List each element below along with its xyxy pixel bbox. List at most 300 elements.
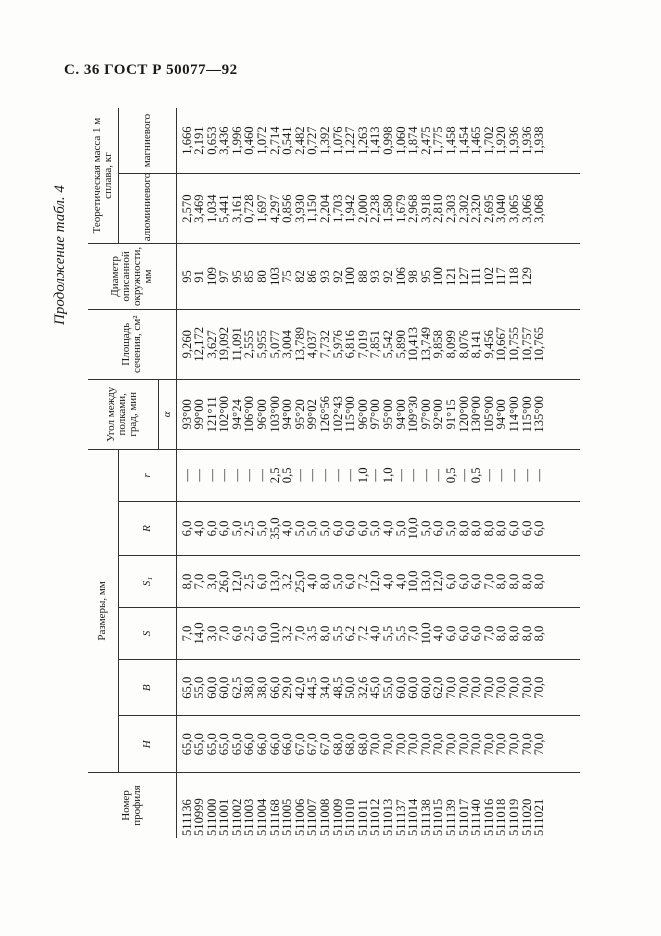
- cell-S: 3,2: [280, 625, 295, 642]
- cell-angle: 135°00: [532, 396, 547, 433]
- cell-S1: 10,0: [406, 570, 421, 593]
- cell-H: 66,0: [267, 733, 282, 756]
- cell-angle: 94°00: [393, 399, 408, 430]
- cell-S1: 4,0: [393, 573, 408, 590]
- cell-r: —: [431, 469, 446, 482]
- cell-mass_mg: 0,460: [242, 126, 257, 155]
- cell-mass_al: 2,320: [469, 194, 484, 223]
- cell-mass_al: 4,297: [267, 194, 282, 223]
- cell-B: 42,0: [292, 676, 307, 699]
- header-B: B: [118, 660, 176, 716]
- cell-area: 10,765: [532, 326, 547, 362]
- cell-diameter: 98: [406, 270, 421, 283]
- header-R: R: [118, 501, 176, 555]
- cell-S: 14,0: [192, 622, 207, 645]
- cell-r: 1,0: [355, 467, 370, 484]
- cell-area: 19,092: [217, 326, 232, 362]
- cell-diameter: [533, 246, 546, 307]
- header-S: S: [118, 608, 176, 660]
- header-mass: Теоретическая масса 1 м сплава, кг: [88, 108, 118, 244]
- cell-B: 70,0: [532, 676, 547, 699]
- cell-diameter: 92: [330, 270, 345, 283]
- rotated-table-container: [88, 108, 661, 836]
- cell-area: 9,858: [431, 330, 446, 359]
- cell-R: 6,0: [506, 520, 521, 537]
- header-r: r: [118, 449, 176, 501]
- cell-S: 7,0: [292, 625, 307, 642]
- cell-mass_al: 1,703: [330, 194, 345, 223]
- cell-H: 70,0: [532, 733, 547, 756]
- col-B: [176, 660, 580, 716]
- cell-profile: 511016: [481, 798, 496, 836]
- cell-S1: 6,0: [343, 573, 358, 590]
- cell-B: 50,0: [343, 676, 358, 699]
- cell-profile: 511018: [494, 798, 509, 836]
- cell-angle: 96°00: [355, 399, 370, 430]
- col-diameter: [176, 244, 580, 310]
- header-alpha: α: [158, 379, 176, 449]
- cell-angle: 115°00: [519, 396, 534, 433]
- table-body-row: [176, 108, 580, 838]
- cell-area: 6,816: [343, 330, 358, 359]
- cell-profile: 511000: [204, 798, 219, 836]
- cell-H: 68,0: [355, 733, 370, 756]
- cell-r: —: [305, 469, 320, 482]
- cell-S1: 8,0: [318, 573, 333, 590]
- header-diameter: Диаметр описанной окружности, мм: [88, 244, 176, 310]
- header-area: Площадь сечения, см²: [88, 309, 176, 379]
- cell-angle: 93°00: [179, 399, 194, 430]
- cell-H: 70,0: [506, 733, 521, 756]
- cell-S1: 25,0: [292, 570, 307, 593]
- cell-mass_al: 2,695: [481, 194, 496, 223]
- page-header: С. 36 ГОСТ Р 50077—92: [64, 62, 238, 78]
- cell-mass_mg: 0,541: [280, 126, 295, 155]
- cell-B: 60,0: [204, 676, 219, 699]
- cell-area: 5,890: [393, 330, 408, 359]
- cell-r: —: [318, 469, 333, 482]
- cell-r: —: [242, 469, 257, 482]
- cell-angle: 94°24: [229, 399, 244, 430]
- col-H: [176, 716, 580, 772]
- cell-diameter: 93: [318, 270, 333, 283]
- rotated-table: [88, 108, 580, 838]
- cell-S: 8,0: [519, 625, 534, 642]
- cell-area: 8,141: [469, 330, 484, 359]
- cell-R: 2,5: [242, 520, 257, 537]
- cell-R: 5,0: [443, 520, 458, 537]
- cell-B: 60,0: [418, 676, 433, 699]
- cell-mass_al: 1,942: [343, 194, 358, 223]
- cell-S: 8,0: [532, 625, 547, 642]
- cell-mass_mg: 1,060: [393, 126, 408, 155]
- cell-S1: 8,0: [532, 573, 547, 590]
- cell-r: —: [292, 469, 307, 482]
- cell-S1: 7,0: [192, 573, 207, 590]
- cell-B: 32,6: [355, 676, 370, 699]
- col-angle: [176, 379, 580, 449]
- cell-B: 38,0: [255, 676, 270, 699]
- cell-profile: 511009: [330, 798, 345, 836]
- header-S1: S₁: [118, 556, 176, 608]
- col-mass-al: [176, 174, 580, 244]
- cell-mass_mg: 0,727: [305, 126, 320, 155]
- cell-mass_al: 1,150: [305, 194, 320, 223]
- cell-angle: 106°00: [242, 396, 257, 433]
- cell-S1: 8,0: [494, 573, 509, 590]
- cell-diameter: 97: [217, 270, 232, 283]
- cell-mass_mg: 1,227: [343, 126, 358, 155]
- cell-mass_mg: 0,998: [381, 126, 395, 155]
- cell-area: 3,627: [204, 330, 219, 359]
- cell-r: —: [393, 469, 408, 482]
- cell-B: 70,0: [494, 676, 509, 699]
- cell-profile: 511140: [469, 799, 484, 836]
- cell-mass_al: 3,065: [506, 194, 521, 223]
- cell-area: 8,099: [443, 330, 458, 359]
- cell-profile: 511139: [443, 799, 458, 836]
- cell-mass_mg: 0,653: [204, 126, 219, 155]
- cell-R: 4,0: [192, 520, 207, 537]
- cell-B: 65,0: [179, 676, 194, 699]
- cell-profile: 511017: [456, 798, 471, 836]
- cell-diameter: 95: [229, 270, 244, 283]
- cell-profile: 511003: [242, 798, 257, 836]
- cell-H: 65,0: [204, 733, 219, 756]
- cell-profile: 511014: [406, 798, 421, 836]
- cell-S1: 12,0: [368, 570, 383, 593]
- cell-B: 48,5: [330, 676, 345, 699]
- cell-R: 8,0: [494, 520, 509, 537]
- cell-S1: 3,0: [204, 573, 219, 590]
- cell-H: 67,0: [318, 733, 333, 756]
- cell-angle: 94°00: [280, 399, 295, 430]
- cell-angle: 95°00: [381, 399, 395, 430]
- cell-H: 70,0: [368, 733, 383, 756]
- cell-B: 70,0: [519, 676, 534, 699]
- cell-r: —: [456, 469, 471, 482]
- cell-angle: 99°02: [305, 399, 320, 430]
- cell-H: 67,0: [305, 733, 320, 756]
- cell-diameter: 80: [255, 270, 270, 283]
- cell-angle: 94°00: [494, 399, 509, 430]
- cell-mass_mg: 1,263: [355, 126, 370, 155]
- cell-S1: 6,0: [255, 573, 270, 590]
- col-r: [176, 449, 580, 501]
- cell-S: 6,0: [229, 625, 244, 642]
- cell-diameter: 118: [506, 267, 521, 286]
- cell-S: 4,0: [431, 625, 446, 642]
- cell-profile: 511168: [267, 799, 282, 836]
- cell-mass_al: 2,303: [443, 194, 458, 223]
- cell-r: —: [506, 469, 521, 482]
- cell-B: 45,0: [368, 676, 383, 699]
- cell-mass_al: 2,570: [179, 194, 194, 223]
- cell-profile: 511011: [355, 799, 370, 836]
- cell-R: 5,0: [255, 520, 270, 537]
- cell-R: 5,0: [368, 520, 383, 537]
- cell-profile: 511007: [305, 798, 320, 836]
- cell-area: 3,004: [280, 330, 295, 359]
- header-profile-number: Номер профиля: [88, 772, 176, 838]
- cell-mass_mg: 1,702: [481, 126, 496, 155]
- cell-diameter: 106: [393, 267, 408, 286]
- cell-mass_mg: 1,072: [255, 126, 270, 155]
- cell-mass_al: 3,161: [229, 194, 244, 223]
- cell-profile: 511010: [343, 798, 358, 836]
- cell-H: 70,0: [431, 733, 446, 756]
- cell-area: 5,077: [267, 330, 282, 359]
- cell-diameter: 95: [418, 270, 433, 283]
- cell-S: 6,0: [443, 625, 458, 642]
- cell-mass_al: 2,238: [368, 194, 383, 223]
- cell-mass_al: 2,204: [318, 194, 333, 223]
- cell-R: 6,0: [431, 520, 446, 537]
- header-H: H: [118, 716, 176, 772]
- cell-mass_al: 5,441: [217, 194, 232, 223]
- cell-H: 65,0: [179, 733, 194, 756]
- cell-S1: 12,0: [229, 570, 244, 593]
- cell-S1: 26,0: [217, 570, 232, 593]
- cell-diameter: 88: [355, 270, 370, 283]
- cell-B: 60,0: [393, 676, 408, 699]
- cell-mass_al: 2,968: [406, 194, 421, 223]
- cell-S1: 12,0: [431, 570, 446, 593]
- cell-B: 70,0: [456, 676, 471, 699]
- cell-S: 7,0: [217, 625, 232, 642]
- cell-H: 67,0: [292, 733, 307, 756]
- cell-H: 70,0: [443, 733, 458, 756]
- cell-mass_al: 3,066: [519, 194, 534, 223]
- cell-B: 55,0: [381, 676, 395, 699]
- cell-S1: 4,0: [305, 573, 320, 590]
- cell-H: 70,0: [494, 733, 509, 756]
- cell-angle: 114°00: [506, 396, 521, 433]
- cell-r: 0,5: [469, 467, 484, 484]
- cell-angle: 103°00: [267, 396, 282, 433]
- cell-profile: 511015: [431, 798, 446, 836]
- cell-S: 3,5: [305, 625, 320, 642]
- cell-r: —: [481, 469, 496, 482]
- cell-area: 5,955: [255, 330, 270, 359]
- cell-diameter: 91: [192, 270, 207, 283]
- cell-area: 13,789: [292, 326, 307, 362]
- cell-B: 60,0: [406, 676, 421, 699]
- cell-mass_al: 3,930: [292, 194, 307, 223]
- cell-R: 5,0: [305, 520, 320, 537]
- cell-r: —: [406, 469, 421, 482]
- cell-area: 10,667: [494, 326, 509, 362]
- cell-mass_mg: 1,392: [318, 126, 333, 155]
- cell-area: 5,542: [381, 330, 395, 359]
- cell-S: 7,0: [406, 625, 421, 642]
- cell-R: 6,0: [179, 520, 194, 537]
- cell-B: 66,0: [267, 676, 282, 699]
- cell-H: 70,0: [456, 733, 471, 756]
- cell-r: —: [519, 469, 534, 482]
- cell-S: 7,2: [355, 625, 370, 642]
- cell-mass_mg: 1,936: [506, 126, 521, 155]
- cell-profile: 511138: [418, 799, 433, 836]
- cell-angle: 97°00: [368, 399, 383, 430]
- cell-S: 8,0: [506, 625, 521, 642]
- cell-profile: 511006: [292, 798, 307, 836]
- cell-H: 66,0: [280, 733, 295, 756]
- cell-H: 70,0: [418, 733, 433, 756]
- cell-profile: 511137: [393, 799, 408, 836]
- cell-angle: 130°00: [469, 396, 484, 433]
- cell-R: 10,0: [406, 517, 421, 540]
- cell-r: —: [179, 469, 194, 482]
- col-profile: [176, 772, 580, 838]
- cell-R: 5,0: [318, 520, 333, 537]
- cell-S: 6,2: [343, 625, 358, 642]
- col-area: [176, 309, 580, 379]
- cell-S1: 6,0: [456, 573, 471, 590]
- cell-profile: 511013: [381, 798, 395, 836]
- cell-S: 5,5: [393, 625, 408, 642]
- cell-H: 70,0: [406, 733, 421, 756]
- cell-B: 70,0: [481, 676, 496, 699]
- cell-diameter: 109: [204, 267, 219, 286]
- cell-S: 6,0: [255, 625, 270, 642]
- cell-B: 62,5: [229, 676, 244, 699]
- cell-angle: 96°00: [255, 399, 270, 430]
- cell-profile: 511020: [519, 798, 534, 836]
- cell-diameter: 129: [519, 267, 534, 286]
- cell-B: 60,0: [217, 676, 232, 699]
- cell-profile: 511005: [280, 798, 295, 836]
- cell-r: —: [217, 469, 232, 482]
- cell-area: 7,019: [355, 330, 370, 359]
- cell-mass_al: 3,068: [532, 194, 547, 223]
- cell-H: 68,0: [330, 733, 345, 756]
- cell-S1: 3,2: [280, 573, 295, 590]
- cell-mass_mg: 1,454: [456, 126, 471, 155]
- cell-H: 70,0: [481, 733, 496, 756]
- cell-diameter: 93: [368, 270, 383, 283]
- cell-mass_al: 3,469: [192, 194, 207, 223]
- cell-mass_mg: 1,076: [330, 126, 345, 155]
- cell-mass_mg: 1,936: [519, 126, 534, 155]
- cell-r: —: [368, 469, 383, 482]
- cell-H: 66,0: [242, 733, 257, 756]
- cell-angle: 91°15: [443, 399, 458, 430]
- cell-S: 7,0: [179, 625, 194, 642]
- cell-r: —: [204, 469, 219, 482]
- profiles-table: [88, 108, 580, 838]
- cell-mass_al: 3,918: [418, 194, 433, 223]
- cell-H: 70,0: [393, 733, 408, 756]
- cell-mass_al: 0,728: [242, 194, 257, 223]
- cell-mass_mg: 1,920: [494, 126, 509, 155]
- cell-mass_mg: 1,874: [406, 126, 421, 155]
- cell-area: 7,732: [318, 330, 333, 359]
- cell-R: 6,0: [204, 520, 219, 537]
- cell-angle: 97°00: [418, 399, 433, 430]
- cell-S: 4,0: [368, 625, 383, 642]
- cell-mass_al: 3,040: [494, 194, 509, 223]
- cell-R: 8,0: [456, 520, 471, 537]
- cell-mass_al: 2,810: [431, 194, 446, 223]
- cell-S: 5,5: [381, 625, 395, 642]
- cell-profile: 511019: [506, 798, 521, 836]
- cell-r: —: [330, 469, 345, 482]
- cell-R: 5,0: [418, 520, 433, 537]
- cell-R: 35,0: [267, 517, 282, 540]
- cell-B: 62,0: [431, 676, 446, 699]
- cell-R: 5,0: [292, 520, 307, 537]
- cell-r: 0,5: [280, 467, 295, 484]
- cell-S1: 8,0: [506, 573, 521, 590]
- col-S: [176, 608, 580, 660]
- cell-angle: 109°30: [406, 396, 421, 433]
- cell-mass_al: 1,679: [393, 194, 408, 223]
- cell-mass_mg: 1,775: [431, 126, 446, 155]
- cell-B: 29,0: [280, 676, 295, 699]
- col-R: [176, 501, 580, 555]
- cell-diameter: 103: [267, 267, 282, 286]
- cell-angle: 102°43: [330, 396, 345, 433]
- cell-profile: 511008: [318, 798, 333, 836]
- cell-r: —: [229, 469, 244, 482]
- cell-area: 10,755: [506, 326, 521, 362]
- cell-S1: 5,0: [330, 573, 345, 590]
- cell-r: —: [532, 469, 547, 482]
- cell-S1: 7,2: [355, 573, 370, 590]
- cell-H: 70,0: [381, 733, 395, 756]
- cell-R: 6,0: [343, 520, 358, 537]
- cell-mass_al: 1,034: [204, 194, 219, 223]
- cell-diameter: 86: [305, 270, 320, 283]
- cell-mass_mg: 2,475: [418, 126, 433, 155]
- cell-mass_al: 2,000: [355, 194, 370, 223]
- header-dimensions: Размеры, мм: [88, 449, 118, 772]
- cell-r: 2,5: [267, 467, 282, 484]
- cell-mass_mg: 2,191: [192, 126, 207, 155]
- cell-R: 6,0: [532, 520, 547, 537]
- cell-area: 13,749: [418, 326, 433, 362]
- table-continuation-caption: Продолжение табл. 4: [52, 185, 68, 325]
- cell-H: 68,0: [343, 733, 358, 756]
- cell-S1: 2,5: [242, 573, 257, 590]
- cell-angle: 120°00: [456, 396, 471, 433]
- cell-S: 8,0: [494, 625, 509, 642]
- cell-S1: 7,0: [481, 573, 496, 590]
- cell-R: 6,0: [330, 520, 345, 537]
- cell-mass_mg: 2,714: [267, 126, 282, 155]
- cell-angle: 121°11: [204, 396, 219, 433]
- cell-diameter: 82: [292, 270, 307, 283]
- cell-profile: 511002: [229, 798, 244, 836]
- cell-diameter: 117: [494, 267, 509, 286]
- cell-angle: 115°00: [343, 396, 358, 433]
- cell-H: 65,0: [229, 733, 244, 756]
- cell-mass_mg: 1,458: [443, 126, 458, 155]
- cell-B: 44,5: [305, 676, 320, 699]
- cell-R: 5,0: [229, 520, 244, 537]
- cell-area: 9,260: [179, 330, 194, 359]
- cell-S: 6,0: [456, 625, 471, 642]
- cell-profile: 511021: [532, 798, 547, 836]
- cell-mass_mg: 1,666: [179, 126, 194, 155]
- cell-r: 0,5: [443, 467, 458, 484]
- cell-diameter: 121: [443, 267, 458, 286]
- cell-B: 70,0: [469, 676, 484, 699]
- cell-mass_al: 2,302: [456, 194, 471, 223]
- cell-mass_mg: 1,465: [469, 126, 484, 155]
- cell-S: 5,5: [330, 625, 345, 642]
